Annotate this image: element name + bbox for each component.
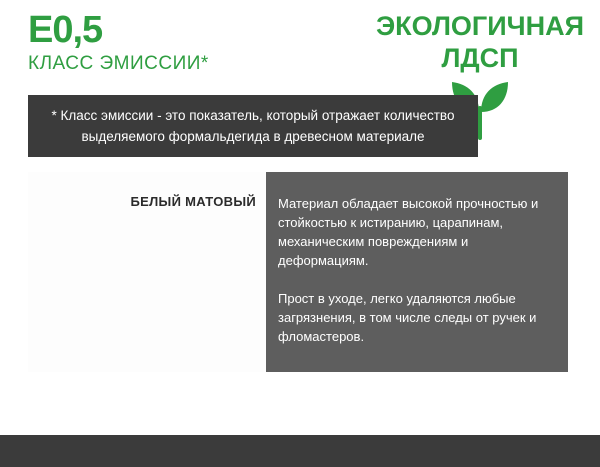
emission-note-text: * Класс эмиссии - это показатель, который отражает количество выделяемого формальдегида в древесном материале [51, 108, 455, 144]
bottom-band [0, 372, 600, 435]
color-swatch-title: БЕЛЫЙ МАТОВЫЙ [130, 194, 256, 209]
footer-bar [0, 435, 600, 467]
emission-note-bar [28, 95, 478, 157]
emission-class-block [28, 8, 209, 76]
description-pane [266, 172, 568, 372]
emission-class-value: E0,5 [28, 9, 103, 51]
color-swatch-pane[interactable] [28, 172, 266, 372]
description-paragraph: Прост в уходе, легко удаляются любые загрязнения, в том числе следы от ручек и фломастеров. [278, 291, 537, 344]
description-paragraph: Материал обладает высокой прочностью и стойкостью к истиранию, царапинам, механическим повреждениям и деформациям. [278, 196, 539, 268]
product-content-panel [28, 172, 568, 372]
eco-title-line2: ЛДСП [441, 43, 519, 73]
header [0, 0, 600, 95]
eco-title-line1: ЭКОЛОГИЧНАЯ [375, 11, 585, 41]
emission-class-label: КЛАСС ЭМИССИИ* [28, 53, 209, 74]
eco-title-block [370, 10, 590, 74]
